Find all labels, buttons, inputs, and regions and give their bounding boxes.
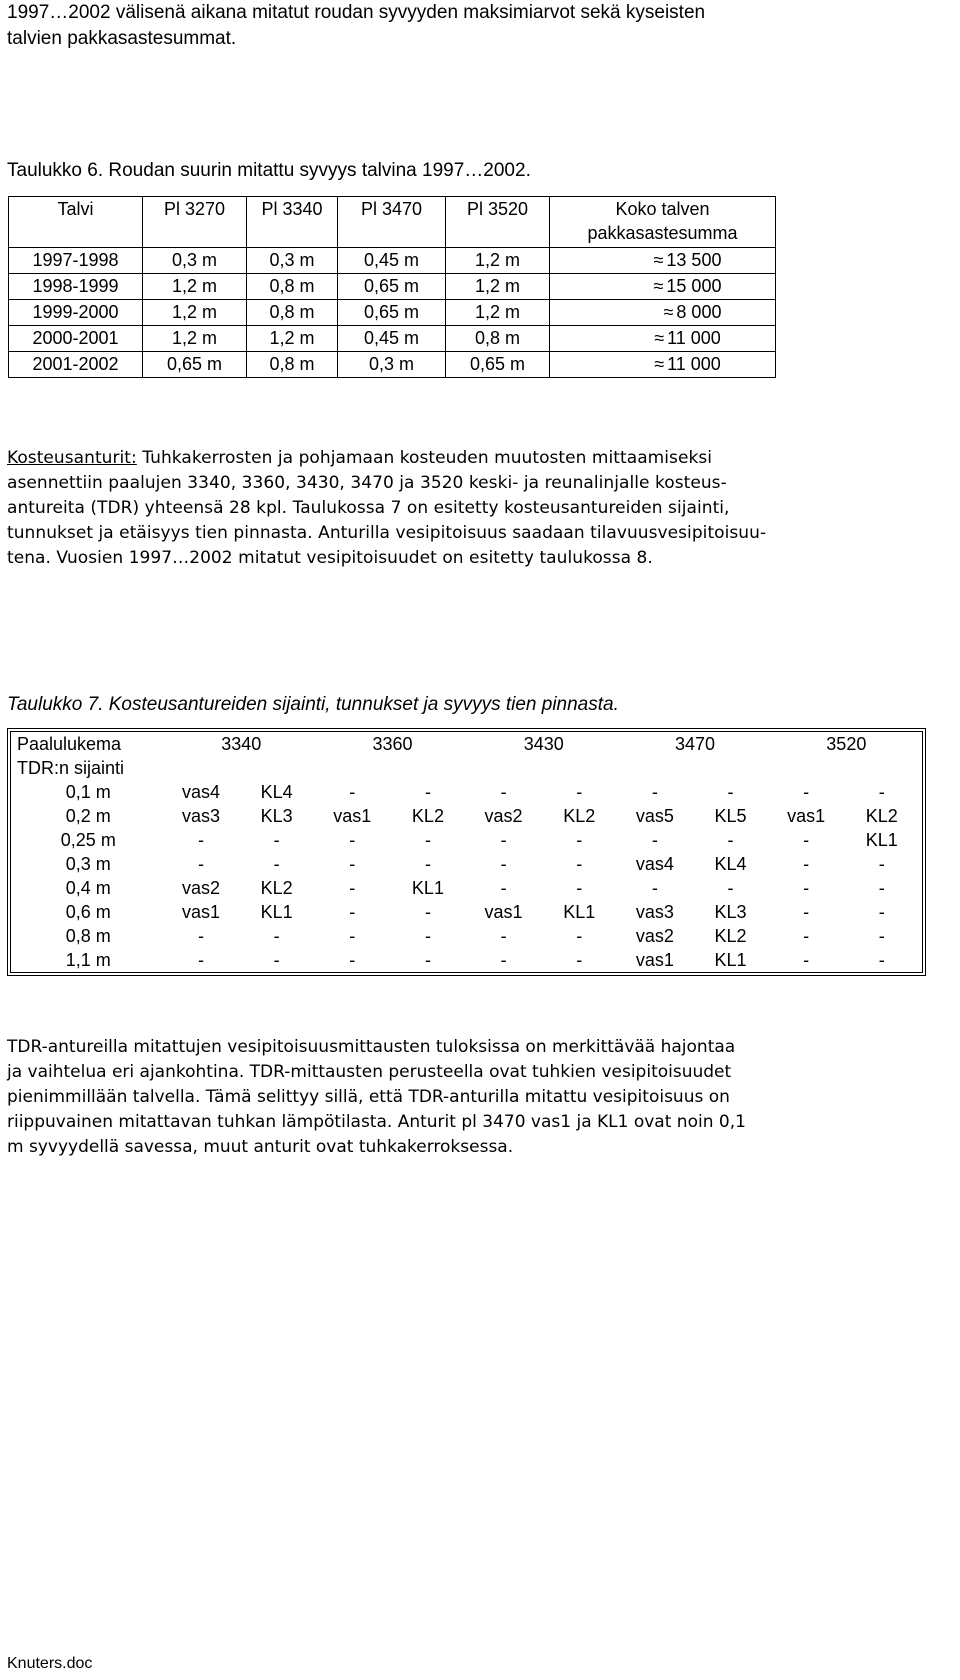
cell-sensor: KL1 xyxy=(563,902,596,922)
sensor-location-table xyxy=(11,732,922,972)
table-header-row xyxy=(9,197,776,248)
cell-winter: 1999-2000 xyxy=(9,300,143,326)
table-row xyxy=(11,828,922,852)
header-group-3470: 3470 xyxy=(675,734,716,754)
cell-sensor: - xyxy=(349,830,356,850)
cell-pl3520: 1,2 m xyxy=(446,248,550,274)
paragraph-line: pienimmillään talvella. Tämä selittyy sillä, että TDR-anturilla mitattu vesipitoisuus on xyxy=(7,1087,730,1107)
cell-sensor: - xyxy=(576,878,583,898)
table-header-row xyxy=(11,756,922,780)
cell-sensor: - xyxy=(198,926,205,946)
cell-sensor: - xyxy=(424,830,431,850)
cell-pl3520: 1,2 m xyxy=(446,300,550,326)
sum-value: 11 000 xyxy=(667,354,721,374)
cell-sensor: - xyxy=(500,782,507,802)
footer-filename: Knuters.doc xyxy=(7,1655,93,1672)
cell-pl3340: 0,8 m xyxy=(247,352,338,378)
cell-pl3470: 0,45 m xyxy=(338,326,446,352)
cell-sensor: - xyxy=(500,926,507,946)
paragraph-line: riippuvainen mitattavan tuhkan lämpötilasta. Anturit pl 3470 vas1 ja KL1 ovat noin 0,1 xyxy=(7,1112,746,1132)
cell-sensor: vas1 xyxy=(484,902,523,922)
cell-sensor: - xyxy=(803,830,810,850)
header-group-3520: 3520 xyxy=(826,734,867,754)
cell-sensor: - xyxy=(198,854,205,874)
cell-sensor: KL2 xyxy=(714,926,747,946)
sum-value: 8 000 xyxy=(676,302,722,322)
cell-sensor: - xyxy=(576,950,583,970)
cell-freezing-index xyxy=(550,352,776,378)
cell-sensor: - xyxy=(803,950,810,970)
cell-sensor: vas2 xyxy=(484,806,523,826)
cell-depth: 0,4 m xyxy=(65,878,111,898)
cell-pl3270: 1,2 m xyxy=(143,326,247,352)
header-depth: TDR:n sijainti xyxy=(17,758,125,778)
cell-pl3520: 0,65 m xyxy=(446,352,550,378)
cell-sensor: - xyxy=(576,830,583,850)
cell-pl3270: 1,2 m xyxy=(143,300,247,326)
cell-sensor: KL4 xyxy=(714,854,747,874)
cell-sensor: - xyxy=(273,926,280,946)
cell-sensor: KL4 xyxy=(260,782,293,802)
cell-sensor: - xyxy=(198,830,205,850)
cell-freezing-index xyxy=(550,300,776,326)
cell-sensor: - xyxy=(878,878,885,898)
cell-sensor: - xyxy=(500,830,507,850)
cell-winter: 1998-1999 xyxy=(9,274,143,300)
cell-sensor: - xyxy=(576,926,583,946)
paragraph-line: TDR-antureilla mitattujen vesipitoisuusmittausten tuloksissa on merkittävää hajontaa xyxy=(7,1037,736,1057)
paragraph-line: antureita (TDR) yhteensä 28 kpl. Taulukossa 7 on esitetty kosteusantureiden sijainti, xyxy=(7,498,730,518)
paragraph-text: Tuhkakerrosten ja pohjamaan kosteuden muutosten mittaamiseksi xyxy=(136,448,713,468)
cell-sensor: KL2 xyxy=(411,806,444,826)
cell-sensor: - xyxy=(198,950,205,970)
cell-depth: 0,3 m xyxy=(65,854,111,874)
table-row xyxy=(11,804,922,828)
cell-depth: 0,8 m xyxy=(65,926,111,946)
cell-sensor: - xyxy=(803,902,810,922)
cell-sensor: - xyxy=(349,878,356,898)
cell-pl3470: 0,65 m xyxy=(338,274,446,300)
cell-sensor: KL5 xyxy=(714,806,747,826)
header-freezing-index xyxy=(550,197,776,248)
cell-sensor: vas2 xyxy=(635,926,674,946)
cell-sensor: - xyxy=(878,782,885,802)
cell-depth: 0,1 m xyxy=(65,782,111,802)
cell-sensor: - xyxy=(424,926,431,946)
cell-sensor: - xyxy=(424,854,431,874)
cell-sensor: - xyxy=(878,926,885,946)
paragraph-line: ja vaihtelua eri ajankohtina. TDR-mittausten perusteella ovat tuhkien vesipitoisuudet xyxy=(7,1062,732,1082)
cell-sensor: vas3 xyxy=(635,902,674,922)
header-pl3520: Pl 3520 xyxy=(446,197,550,248)
cell-sensor: KL2 xyxy=(563,806,596,826)
frost-depth-table xyxy=(8,196,776,378)
cell-sensor: - xyxy=(878,854,885,874)
approx-symbol: ≈ xyxy=(653,276,664,296)
cell-sensor: - xyxy=(424,782,431,802)
cell-sensor: - xyxy=(349,854,356,874)
cell-pl3270: 0,3 m xyxy=(143,248,247,274)
sensor-table-frame xyxy=(7,728,926,976)
paragraph-line: tunnukset ja etäisyys tien pinnasta. Anturilla vesipitoisuus saadaan tilavuusvesipitoisuu- xyxy=(7,523,767,543)
intro-line: talvien pakkasastesummat. xyxy=(7,28,237,49)
cell-sensor: KL3 xyxy=(714,902,747,922)
header-sum-line: Koko talven xyxy=(615,199,710,219)
cell-sensor: - xyxy=(651,782,658,802)
table-row xyxy=(9,300,776,326)
intro-line: 1997…2002 välisenä aikana mitatut roudan syvyyden maksimiarvot sekä kyseisten xyxy=(7,2,706,23)
cell-sensor: - xyxy=(803,878,810,898)
cell-pl3270: 0,65 m xyxy=(143,352,247,378)
sensor-table-inner-frame xyxy=(10,731,923,973)
cell-sensor: - xyxy=(349,902,356,922)
cell-pl3470: 0,3 m xyxy=(338,352,446,378)
cell-sensor: KL1 xyxy=(411,878,444,898)
approx-symbol: ≈ xyxy=(653,250,664,270)
cell-sensor: vas1 xyxy=(333,806,372,826)
cell-sensor: - xyxy=(576,782,583,802)
cell-sensor: vas3 xyxy=(182,806,221,826)
header-pl3270: Pl 3270 xyxy=(143,197,247,248)
cell-sensor: - xyxy=(424,902,431,922)
cell-sensor: - xyxy=(424,950,431,970)
cell-sensor: KL1 xyxy=(865,830,898,850)
moisture-sensor-paragraph xyxy=(7,446,877,571)
cell-sensor: - xyxy=(651,878,658,898)
table-header-row xyxy=(11,732,922,756)
cell-sensor: vas4 xyxy=(182,782,221,802)
cell-sensor: - xyxy=(803,854,810,874)
cell-pl3270: 1,2 m xyxy=(143,274,247,300)
cell-freezing-index xyxy=(550,248,776,274)
cell-sensor: KL1 xyxy=(260,902,293,922)
approx-symbol: ≈ xyxy=(654,354,665,374)
cell-winter: 2000-2001 xyxy=(9,326,143,352)
table-row xyxy=(9,274,776,300)
cell-depth: 1,1 m xyxy=(65,950,111,970)
table-row xyxy=(11,924,922,948)
sum-value: 13 500 xyxy=(666,250,722,270)
table-row xyxy=(9,248,776,274)
cell-pl3470: 0,45 m xyxy=(338,248,446,274)
table-row xyxy=(9,326,776,352)
cell-sensor: - xyxy=(727,782,734,802)
cell-sensor: KL2 xyxy=(260,878,293,898)
cell-sensor: - xyxy=(500,950,507,970)
header-sum-line: pakkasastesumma xyxy=(587,223,738,243)
section-lead: Kosteusanturit: xyxy=(7,448,137,468)
cell-sensor: vas4 xyxy=(635,854,674,874)
paragraph-line: m syvyydellä savessa, muut anturit ovat tuhkakerroksessa. xyxy=(7,1137,514,1157)
cell-depth: 0,6 m xyxy=(65,902,111,922)
approx-symbol: ≈ xyxy=(663,302,674,322)
header-group-3430: 3430 xyxy=(523,734,564,754)
table-row xyxy=(9,352,776,378)
sum-value: 11 000 xyxy=(667,328,721,348)
cell-freezing-index xyxy=(550,326,776,352)
cell-sensor: - xyxy=(803,926,810,946)
cell-sensor: - xyxy=(500,878,507,898)
cell-pl3470: 0,65 m xyxy=(338,300,446,326)
cell-pl3520: 1,2 m xyxy=(446,274,550,300)
cell-depth: 0,2 m xyxy=(65,806,111,826)
cell-sensor: - xyxy=(803,782,810,802)
sum-value: 15 000 xyxy=(666,276,722,296)
cell-depth: 0,25 m xyxy=(60,830,116,850)
cell-sensor: - xyxy=(273,854,280,874)
header-group-3340: 3340 xyxy=(221,734,262,754)
header-pl3340: Pl 3340 xyxy=(247,197,338,248)
table-row xyxy=(11,876,922,900)
cell-sensor: - xyxy=(576,854,583,874)
cell-sensor: - xyxy=(500,854,507,874)
cell-sensor: vas1 xyxy=(635,950,674,970)
cell-pl3340: 0,3 m xyxy=(247,248,338,274)
cell-sensor: KL3 xyxy=(260,806,293,826)
cell-sensor: vas1 xyxy=(182,902,221,922)
table-row xyxy=(11,780,922,804)
cell-sensor: - xyxy=(273,950,280,970)
table7-caption: Taulukko 7. Kosteusantureiden sijainti, tunnukset ja syvyys tien pinnasta. xyxy=(7,694,619,715)
tdr-results-paragraph xyxy=(7,1035,887,1160)
cell-pl3340: 1,2 m xyxy=(247,326,338,352)
header-pl3470: Pl 3470 xyxy=(338,197,446,248)
cell-pl3340: 0,8 m xyxy=(247,274,338,300)
cell-sensor: vas1 xyxy=(787,806,826,826)
approx-symbol: ≈ xyxy=(654,328,665,348)
cell-winter: 1997-1998 xyxy=(9,248,143,274)
table-row xyxy=(11,900,922,924)
paragraph-line: asennettiin paalujen 3340, 3360, 3430, 3470 ja 3520 keski- ja reunalinjalle kosteus- xyxy=(7,473,727,493)
cell-sensor: - xyxy=(878,902,885,922)
cell-sensor: - xyxy=(651,830,658,850)
cell-pl3340: 0,8 m xyxy=(247,300,338,326)
cell-sensor: vas5 xyxy=(635,806,674,826)
header-winter: Talvi xyxy=(9,197,143,248)
paragraph-line xyxy=(7,446,877,471)
header-group-3360: 3360 xyxy=(372,734,413,754)
cell-sensor: KL2 xyxy=(865,806,898,826)
cell-winter: 2001-2002 xyxy=(9,352,143,378)
table6-caption: Taulukko 6. Roudan suurin mitattu syvyys talvina 1997…2002. xyxy=(7,160,531,181)
table-row xyxy=(11,948,922,972)
cell-sensor: KL1 xyxy=(714,950,747,970)
cell-sensor: vas2 xyxy=(182,878,221,898)
cell-sensor: - xyxy=(349,782,356,802)
cell-sensor: - xyxy=(727,830,734,850)
cell-sensor: - xyxy=(273,830,280,850)
cell-sensor: - xyxy=(349,926,356,946)
cell-freezing-index xyxy=(550,274,776,300)
paragraph-line: tena. Vuosien 1997…2002 mitatut vesipitoisuudet on esitetty taulukossa 8. xyxy=(7,548,653,568)
cell-pl3520: 0,8 m xyxy=(446,326,550,352)
intro-paragraph xyxy=(7,0,907,52)
table-row xyxy=(11,852,922,876)
cell-sensor: - xyxy=(349,950,356,970)
cell-sensor: - xyxy=(727,878,734,898)
cell-sensor: - xyxy=(878,950,885,970)
header-station: Paalulukema xyxy=(17,734,122,754)
